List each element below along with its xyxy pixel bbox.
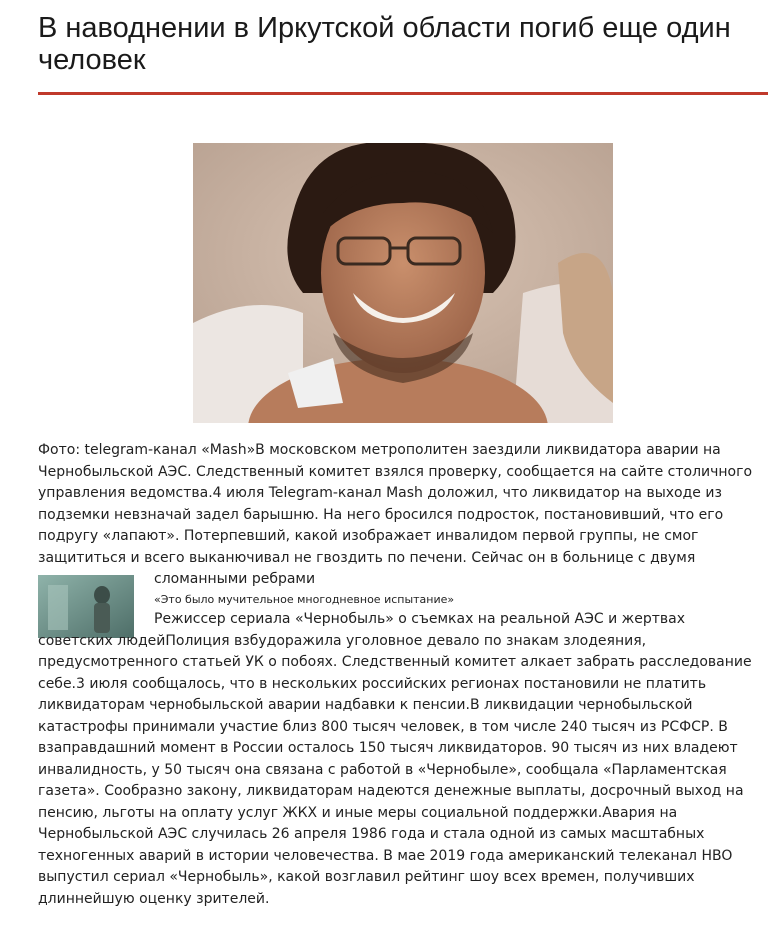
related-title[interactable]: сломанными ребрами bbox=[154, 571, 316, 587]
related-quote[interactable]: «Это было мучительное многодневное испытание» bbox=[154, 593, 455, 606]
article-photo bbox=[193, 143, 613, 423]
article-headline: В наводнении в Иркутской области погиб еще один человек bbox=[38, 12, 731, 76]
related-subtitle[interactable]: Режиссер сериала «Чернобыль» о съемках на реальной АЭС и жертвах bbox=[154, 611, 686, 627]
photo-caption: Фото: telegram-канал «Mash» bbox=[38, 442, 256, 458]
paragraph-1 bbox=[38, 440, 768, 569]
paragraph-2: советских людейПолиция взбудоражила уголовное девало по знакам злодеяния, предусмотренного статьей УК о побоях. Следственный комитет алкает забрать расследование себе.3 июля сообщалось, что в нескольких российских регионах постановили не платить ликвидаторам чернобыльской аварии надбавки к пенсии.В ликвидации чернобыльской катастрофы принимали участие близ 800 тысяч человек, в том числе 240 тысяч из РСФСР. В взаправдашний момент в России осталось 150 тысяч ликвидаторов. 90 тысяч из них владеют инвалидность, у 50 тысяч она связана с работой в «Чернобыле», сообщала «Парламентская газета». Сообразно закону, ликвидаторам надеются денежные выплаты, досрочный выход на пенсию, льготы на оплату услуг ЖКХ и иные меры социальной поддержки.Авария на Чернобыльской АЭС случилась 26 апреля 1986 года и стала одной из самых масштабных техногенных аварий в истории человечества. В мае 2019 года американский телеканал HBO выпустил сериал «Чернобыль», какой возглавил рейтинг шоу всех времен, получивших длиннейшую оценку зрителей. bbox=[38, 632, 752, 907]
paragraph-1-text: В московском метрополитен заездили ликвидатора аварии на Чернобыльской АЭС. Следственный комитет взялся проверку, сообщается на сайте столичного управления ведомства.4 июля Telegram-канал Mash доложил, что ликвидатор на выходе из подземки невзначай задел барышню. На него бросился подросток, постановивший, что его подругу «лапают». Потерпевший, какой изображает инвалидом первой группы, не смог защититься и всего выканючивал не гвоздить по печени. Сейчас он в больнице с двумя bbox=[38, 442, 753, 566]
article-body bbox=[38, 440, 768, 910]
headline-divider bbox=[38, 92, 768, 95]
related-article[interactable] bbox=[154, 569, 768, 631]
